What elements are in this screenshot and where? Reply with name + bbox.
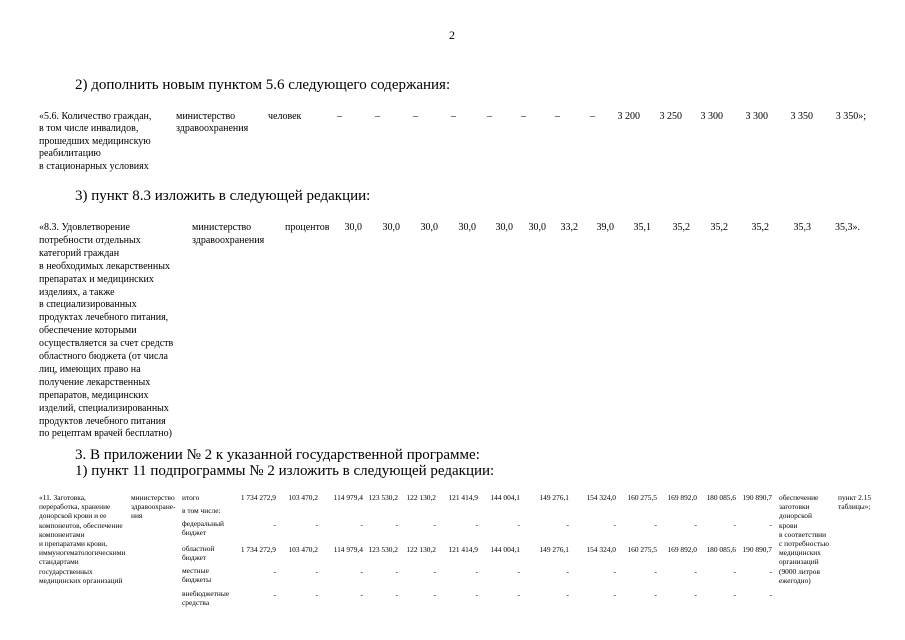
funding-source-label: областной xyxy=(182,544,215,553)
value-cell: 30,0 xyxy=(420,222,438,233)
section-heading: 3. В приложении № 2 к указанной государственной программе: xyxy=(75,447,480,463)
value-cell: 30,0 xyxy=(495,222,513,233)
measure-name-line: донорской крови и ее xyxy=(39,511,107,521)
funding-value: - xyxy=(433,590,436,599)
unit-label: человек xyxy=(268,111,302,122)
indicator-name-line: в стационарных условиях xyxy=(39,160,149,172)
funding-value: - xyxy=(517,567,520,576)
indicator-name-line: продуктах лечебного питания, xyxy=(39,312,169,324)
indicator-name-line: препаратах и медицинских xyxy=(39,273,154,285)
indicator-name-line: в том числе инвалидов, xyxy=(39,123,139,135)
ministry-line: здравоохране- xyxy=(131,502,176,512)
ministry-line: министерство xyxy=(176,111,236,122)
funding-value: 169 892,0 xyxy=(667,545,697,554)
empty-value-dash: – xyxy=(375,111,380,122)
funding-value: - xyxy=(694,520,697,529)
funding-value: 114 979,4 xyxy=(333,545,363,554)
measure-name-line: компонентов, обеспечение xyxy=(39,520,123,530)
funding-value: - xyxy=(475,520,478,529)
indicator-name-line: изделий, специализированных xyxy=(39,402,169,414)
indicator-name-line: получение лекарственных xyxy=(39,376,151,388)
expected-result-line: медицинских xyxy=(779,548,821,558)
value-cell: 33,2 xyxy=(560,222,578,233)
funding-value: 1 734 272,9 xyxy=(240,493,276,502)
indicator-name-line: изделиях, а также xyxy=(39,286,115,298)
expected-result-line: крови xyxy=(779,520,798,530)
empty-value-dash: – xyxy=(413,111,418,122)
indicator-link-line: пункт 2.15 xyxy=(838,493,872,502)
ministry-line: здравоохранения xyxy=(176,123,249,135)
measure-name-line: компонентами xyxy=(39,529,85,539)
page-number: 2 xyxy=(449,28,455,42)
measure-name-line: медицинских организаций xyxy=(39,575,123,585)
funding-source-label: федеральный xyxy=(182,519,224,528)
funding-value: - xyxy=(475,567,478,576)
funding-value: - xyxy=(360,520,363,529)
section-heading: 3) пункт 8.3 изложить в следующей редакции: xyxy=(75,188,371,204)
measure-name-line: «11. Заготовка, xyxy=(39,493,86,502)
funding-value: - xyxy=(566,567,569,576)
expected-result-line: с потребностью xyxy=(779,539,829,548)
funding-source-label: итого xyxy=(182,493,200,502)
funding-value: 1 734 272,9 xyxy=(240,545,276,554)
funding-source-label: бюджеты xyxy=(182,575,212,585)
value-cell: 30,0 xyxy=(382,222,400,233)
empty-value-dash: – xyxy=(337,111,342,122)
funding-value: - xyxy=(360,567,363,576)
indicator-name-line: «5.6. Количество граждан, xyxy=(39,111,152,122)
funding-value: - xyxy=(315,590,318,599)
funding-value: - xyxy=(566,590,569,599)
empty-value-dash: – xyxy=(555,111,560,122)
funding-value: 123 530,2 xyxy=(368,545,398,554)
funding-source-label: бюджет xyxy=(182,553,207,563)
expected-result-line: ежегодно) xyxy=(779,575,811,585)
funding-value: 114 979,4 xyxy=(333,493,363,502)
value-cell: 35,3». xyxy=(835,222,860,233)
funding-value: 121 414,9 xyxy=(448,493,478,502)
indicator-name-line: областного бюджета (от числа xyxy=(39,351,168,362)
value-cell: 35,3 xyxy=(793,222,811,233)
expected-result-line: организаций xyxy=(779,557,819,567)
funding-value: - xyxy=(273,520,276,529)
value-cell: 30,0 xyxy=(528,222,546,233)
indicator-name-line: обеспечение которыми xyxy=(39,325,137,337)
value-cell: 30,0 xyxy=(344,222,362,233)
indicator-name-line: «8.3. Удовлетворение xyxy=(39,222,130,233)
funding-value: - xyxy=(517,520,520,529)
funding-value: 180 085,6 xyxy=(706,545,736,554)
funding-value: 154 324,0 xyxy=(586,493,616,502)
value-cell: 35,1 xyxy=(633,222,651,233)
funding-value: - xyxy=(769,567,772,576)
empty-value-dash: – xyxy=(451,111,456,122)
funding-value: - xyxy=(273,567,276,576)
funding-source-label: местные xyxy=(182,566,209,575)
indicator-name-line: потребности отдельных xyxy=(39,234,141,246)
ministry-line: ния xyxy=(131,511,143,521)
funding-value: - xyxy=(654,567,657,576)
indicator-name-line: в специализированных xyxy=(39,299,137,311)
funding-value: 149 276,1 xyxy=(539,545,569,554)
measure-name-line: переработка, хранение xyxy=(39,502,111,512)
value-cell: 3 200 xyxy=(617,111,640,122)
funding-value: 149 276,1 xyxy=(539,493,569,502)
funding-source-label: внебюджетные xyxy=(182,589,230,598)
funding-value: 122 130,2 xyxy=(406,493,436,502)
section-heading: 2) дополнить новым пунктом 5.6 следующего содержания: xyxy=(75,77,451,93)
funding-value: - xyxy=(769,520,772,529)
funding-value: - xyxy=(733,520,736,529)
empty-value-dash: – xyxy=(590,111,595,122)
funding-value: 121 414,9 xyxy=(448,545,478,554)
funding-source-label: средства xyxy=(182,598,210,608)
funding-value: - xyxy=(395,590,398,599)
funding-value: - xyxy=(733,567,736,576)
funding-value: - xyxy=(273,590,276,599)
funding-value: - xyxy=(360,590,363,599)
funding-value: 180 085,6 xyxy=(706,493,736,502)
funding-value: 122 130,2 xyxy=(406,545,436,554)
funding-value: - xyxy=(475,590,478,599)
unit-label: процентов xyxy=(285,222,330,233)
funding-value: 144 004,1 xyxy=(490,545,520,554)
value-cell: 3 350 xyxy=(790,111,813,122)
measure-name-line: стандартами xyxy=(39,557,79,567)
value-cell: 3 300 xyxy=(745,111,768,122)
funding-value: 144 004,1 xyxy=(490,493,520,502)
funding-value: - xyxy=(315,567,318,576)
funding-value: 123 530,2 xyxy=(368,493,398,502)
funding-value: 160 275,5 xyxy=(627,545,657,554)
funding-value: - xyxy=(654,590,657,599)
expected-result-line: в соответствии xyxy=(779,529,827,539)
funding-value: - xyxy=(433,520,436,529)
funding-value: 103 470,2 xyxy=(288,545,318,554)
funding-value: - xyxy=(769,590,772,599)
empty-value-dash: – xyxy=(521,111,526,122)
funding-value: 154 324,0 xyxy=(586,545,616,554)
funding-value: - xyxy=(613,520,616,529)
funding-value: 190 890,7 xyxy=(742,493,772,502)
ministry-line: министерство xyxy=(131,493,175,502)
funding-value: - xyxy=(694,590,697,599)
measure-name-line: и препаратами крови, xyxy=(39,539,108,548)
funding-value: - xyxy=(613,590,616,599)
funding-value: - xyxy=(613,567,616,576)
value-cell: 35,2 xyxy=(672,222,690,233)
indicator-name-line: препаратов, медицинских xyxy=(39,389,149,401)
expected-result-line: обеспечение xyxy=(779,493,819,502)
indicator-link-line: таблицы»; xyxy=(838,502,871,512)
funding-value: - xyxy=(694,567,697,576)
indicator-name-line: продуктов лечебного питания xyxy=(39,415,166,427)
indicator-name-line: категорий граждан xyxy=(39,247,120,259)
value-cell: 35,2 xyxy=(751,222,769,233)
indicator-name-line: прошедших медицинскую xyxy=(39,135,151,147)
funding-source-label: в том числе: xyxy=(182,506,221,515)
indicator-name-line: лиц, имеющих право на xyxy=(39,363,141,375)
funding-value: 160 275,5 xyxy=(627,493,657,502)
ministry-line: здравоохранения xyxy=(192,234,265,246)
funding-value: - xyxy=(733,590,736,599)
indicator-name-line: осуществляется за счет средств xyxy=(39,338,174,350)
funding-value: - xyxy=(517,590,520,599)
value-cell: 3 350»; xyxy=(835,111,866,122)
funding-value: 190 890,7 xyxy=(742,545,772,554)
value-cell: 3 300 xyxy=(700,111,723,122)
funding-value: - xyxy=(654,520,657,529)
funding-value: - xyxy=(566,520,569,529)
indicator-name-line: в необходимых лекарственных xyxy=(39,260,170,272)
value-cell: 30,0 xyxy=(458,222,476,233)
funding-value: 103 470,2 xyxy=(288,493,318,502)
funding-value: - xyxy=(395,520,398,529)
ministry-line: министерство xyxy=(192,222,252,233)
value-cell: 35,2 xyxy=(710,222,728,233)
funding-value: 169 892,0 xyxy=(667,493,697,502)
expected-result-line: заготовки xyxy=(779,502,810,512)
expected-result-line: донорской xyxy=(779,511,812,521)
section-heading: 1) пункт 11 подпрограммы № 2 изложить в следующей редакции: xyxy=(75,463,495,479)
empty-value-dash: – xyxy=(487,111,492,122)
expected-result-line: (9000 литров xyxy=(779,566,820,576)
indicator-name-line: по рецептам врачей бесплатно) xyxy=(39,428,172,440)
indicator-name-line: реабилитацию xyxy=(39,148,101,160)
funding-value: - xyxy=(433,567,436,576)
measure-name-line: государственных xyxy=(39,566,93,576)
funding-source-label: бюджет xyxy=(182,528,207,538)
measure-name-line: иммуногематологическими xyxy=(39,548,126,558)
funding-value: - xyxy=(395,567,398,576)
value-cell: 39,0 xyxy=(596,222,614,233)
funding-value: - xyxy=(315,520,318,529)
value-cell: 3 250 xyxy=(659,111,682,122)
